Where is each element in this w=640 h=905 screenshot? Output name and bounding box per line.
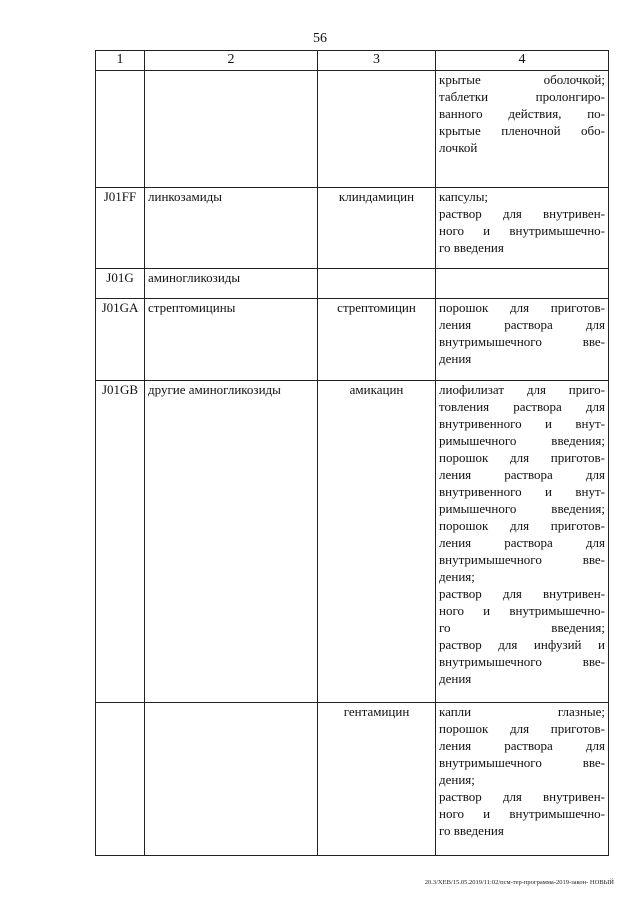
dosage-forms-cell (436, 269, 609, 299)
column-header-1: 1 (96, 51, 145, 71)
table-row (96, 188, 609, 269)
dosage-form-line: дения; (439, 569, 475, 584)
table-row (96, 299, 609, 381)
dosage-form-line: внутримышечного вве- (439, 654, 605, 669)
dosage-form-line: порошок для приготов- (439, 721, 605, 736)
dosage-form-line: капсулы; (439, 189, 489, 204)
table-row (96, 381, 609, 703)
dosage-form-line: раствор для внутривен- (439, 206, 605, 221)
dosage-form-line: ления раствора для (439, 738, 605, 753)
dosage-forms-cell (436, 188, 609, 269)
group-name-cell: стрептомицины (145, 299, 318, 381)
group-name-cell: линкозамиды (145, 188, 318, 269)
dosage-form-line: ления раствора для (439, 317, 605, 332)
dosage-form-line: го введения; (439, 620, 605, 635)
dosage-form-line: ного и внутримышечно- (439, 603, 605, 618)
dosage-form-line: раствор для внутривен- (439, 789, 605, 804)
atc-code-cell: J01FF (96, 188, 145, 269)
page-number: 56 (313, 31, 327, 46)
dosage-form-line: внутривенного и внут- (439, 484, 605, 499)
drug-name-cell: гентамицин (318, 703, 436, 856)
footer-stamp: 20.3/ХЕВ/15.05.2019/11:02/псм-тер-программа-2019-закон- НОВЫЙ (424, 879, 614, 886)
dosage-form-line: ного и внутримышечно- (439, 806, 605, 821)
dosage-form-line: порошок для приготов- (439, 300, 605, 315)
dosage-form-line: порошок для приготов- (439, 518, 605, 533)
group-name-cell (145, 71, 318, 188)
dosage-form-line: порошок для приготов- (439, 450, 605, 465)
dosage-forms-cell (436, 299, 609, 381)
group-name-cell: аминогликозиды (145, 269, 318, 299)
dosage-form-line: крытые оболочкой; (439, 72, 605, 87)
column-header-4: 4 (436, 51, 609, 71)
table-row (96, 269, 609, 299)
group-name-cell (145, 703, 318, 856)
drug-table (95, 50, 609, 856)
dosage-form-line: внутримышечного вве- (439, 552, 605, 567)
dosage-form-line: раствор для инфузий и (439, 637, 605, 652)
dosage-form-line: товления раствора для (439, 399, 605, 414)
drug-name-cell: клиндамицин (318, 188, 436, 269)
dosage-form-line: таблетки пролонгиро- (439, 89, 605, 104)
dosage-forms-cell (436, 703, 609, 856)
dosage-forms-cell (436, 381, 609, 703)
table-body (96, 71, 609, 856)
header-row (96, 51, 609, 71)
drug-name-cell: стрептомицин (318, 299, 436, 381)
dosage-form-line: лиофилизат для приго- (439, 382, 605, 397)
dosage-form-line: римышечного введения; (439, 501, 605, 516)
dosage-form-line: внутримышечного вве- (439, 755, 605, 770)
drug-name-cell (318, 269, 436, 299)
table-row (96, 703, 609, 856)
dosage-form-line: дения (439, 671, 472, 686)
atc-code-cell (96, 703, 145, 856)
dosage-form-line: ления раствора для (439, 535, 605, 550)
dosage-form-line: го введения (439, 823, 504, 838)
dosage-form-line: дения (439, 351, 472, 366)
dosage-form-line: ления раствора для (439, 467, 605, 482)
atc-code-cell: J01GA (96, 299, 145, 381)
atc-code-cell: J01G (96, 269, 145, 299)
atc-code-cell (96, 71, 145, 188)
dosage-form-line: ванного действия, по- (439, 106, 605, 121)
group-name-cell: другие аминогликозиды (145, 381, 318, 703)
dosage-form-line: крытые пленочной обо- (439, 123, 605, 138)
dosage-form-line: лочкой (439, 140, 478, 155)
dosage-form-line: го введения (439, 240, 504, 255)
dosage-forms-cell (436, 71, 609, 188)
dosage-form-line: раствор для внутривен- (439, 586, 605, 601)
table-row (96, 71, 609, 188)
dosage-form-line: внутривенного и внут- (439, 416, 605, 431)
column-header-2: 2 (145, 51, 318, 71)
dosage-form-line: ного и внутримышечно- (439, 223, 605, 238)
dosage-form-line: внутримышечного вве- (439, 334, 605, 349)
atc-code-cell: J01GB (96, 381, 145, 703)
drug-name-cell (318, 71, 436, 188)
column-header-3: 3 (318, 51, 436, 71)
dosage-form-line: капли глазные; (439, 704, 605, 719)
dosage-form-line: римышечного введения; (439, 433, 605, 448)
dosage-form-line: дения; (439, 772, 475, 787)
drug-name-cell: амикацин (318, 381, 436, 703)
